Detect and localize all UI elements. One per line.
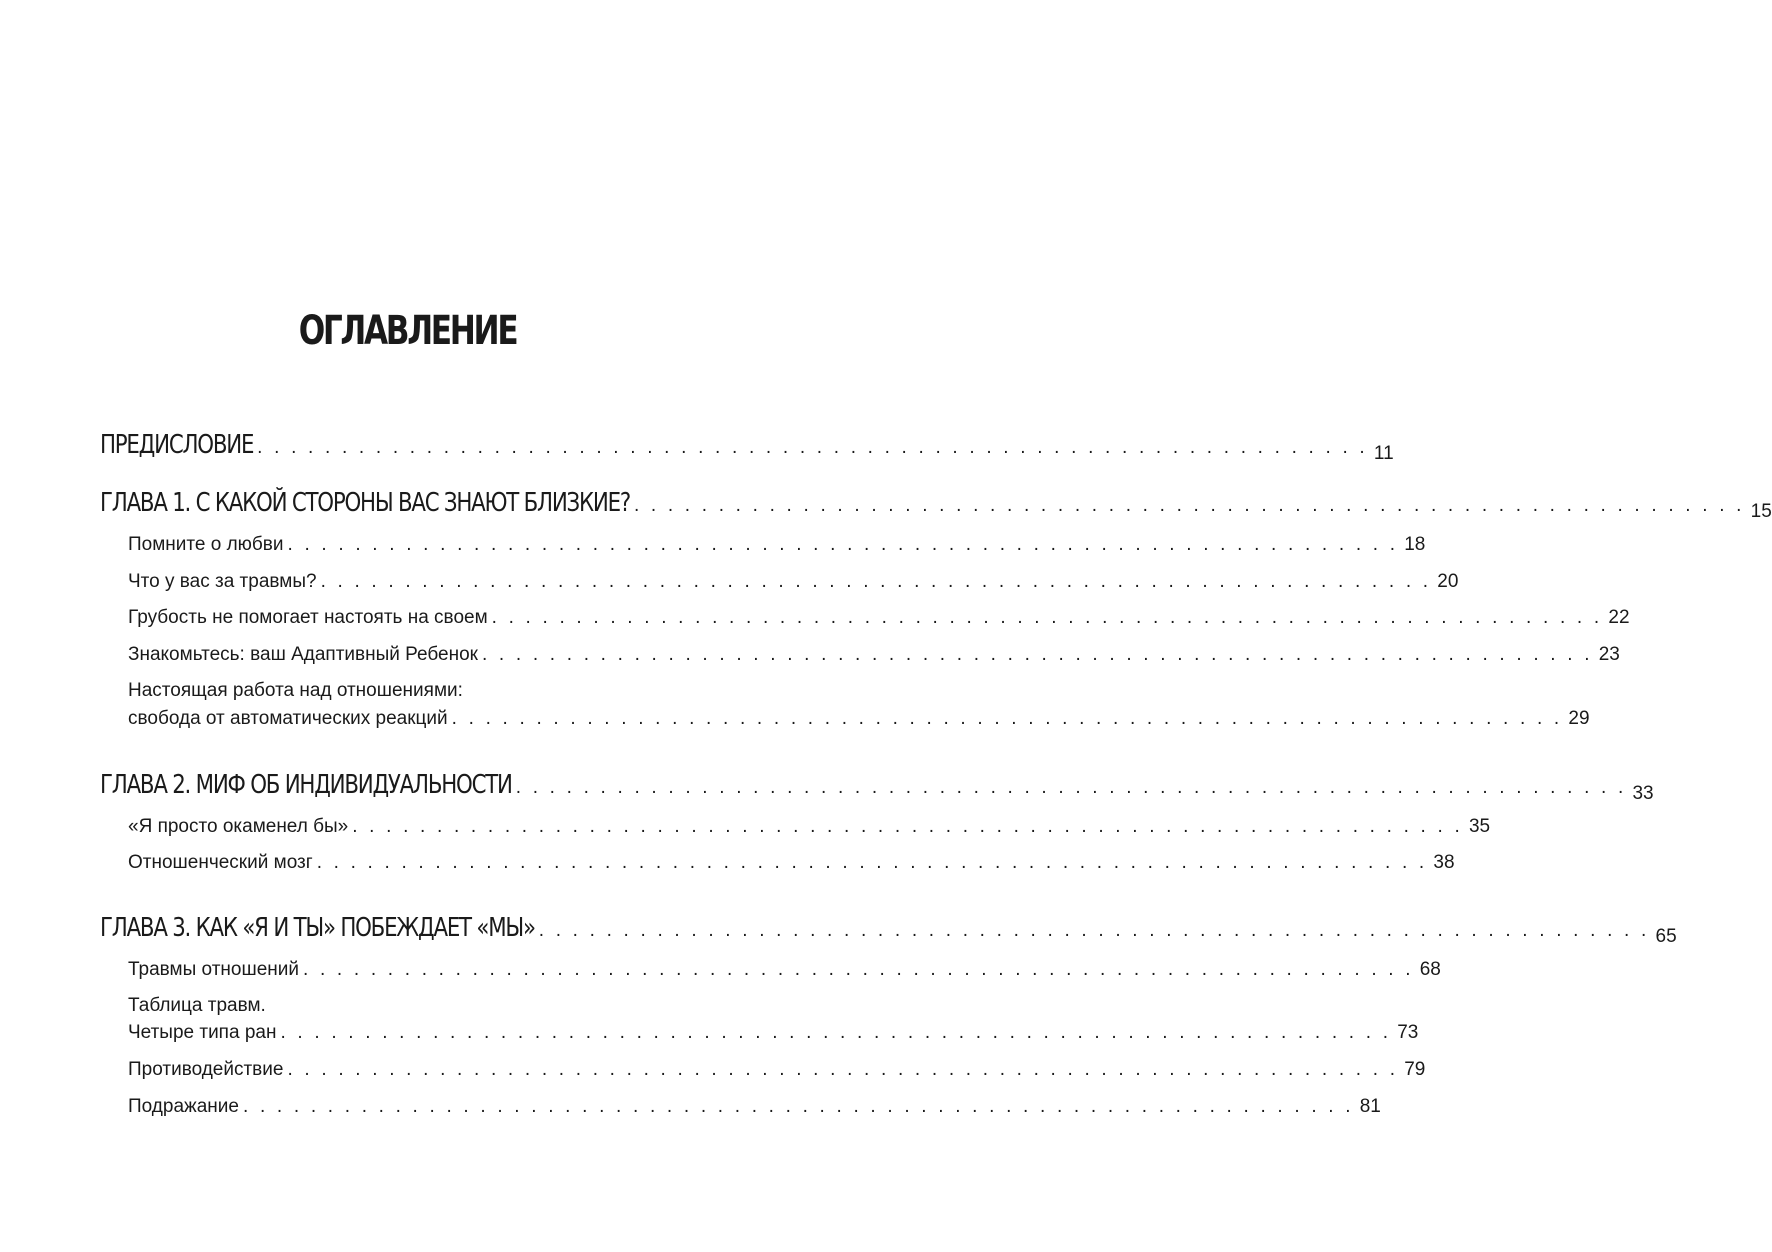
toc-entry-label: Травмы отношений	[128, 959, 299, 980]
page-title: ОГЛАВЛЕНИЕ	[298, 308, 517, 354]
toc-entry-chapter-3[interactable]	[100, 913, 1677, 947]
toc-page-number: 11	[1373, 443, 1394, 464]
toc-entry-label: свобода от автоматических реакций	[128, 708, 448, 729]
toc-page-number: 20	[1437, 571, 1459, 592]
toc-page-number: 18	[1404, 534, 1426, 555]
toc-subentry[interactable]	[128, 644, 1620, 666]
dot-leader: . . . . . . . . . . . . . . . . . . . . . . . . . . . . . . . . . . . . . . . . . . . . . . . . . . . . . . . . . . . . . . . . . .	[352, 816, 1463, 837]
dot-leader: . . . . . . . . . . . . . . . . . . . . . . . . . . . . . . . . . . . . . . . . . . . . . . . . . . . . . . . . . . . . . . . . . .	[320, 571, 1432, 592]
toc-subentry[interactable]	[128, 959, 1441, 981]
toc-page-number: 73	[1397, 1022, 1419, 1043]
toc-entry-label: Помните о любви	[128, 534, 284, 555]
toc-subentry-first-line: Таблица травм.	[128, 995, 266, 1016]
dot-leader: . . . . . . . . . . . . . . . . . . . . . . . . . . . . . . . . . . . . . . . . . . . . . . . . . . . . . . . . . . . . . . . . . .	[242, 1096, 1354, 1117]
dot-leader: . . . . . . . . . . . . . . . . . . . . . . . . . . . . . . . . . . . . . . . . . . . . . . . . . . . . . . . . . . . . . . . . . .	[515, 777, 1627, 798]
toc-subentry[interactable]	[128, 571, 1459, 593]
toc-subentry[interactable]	[128, 816, 1491, 838]
dot-leader: . . . . . . . . . . . . . . . . . . . . . . . . . . . . . . . . . . . . . . . . . . . . . . . . . . . . . . . . . . . . . . . . . .	[287, 534, 1399, 555]
toc-subentry[interactable]	[128, 1096, 1381, 1118]
toc-entry-label: ГЛАВА 2. МИФ ОБ ИНДИВИДУАЛЬНОСТИ	[100, 770, 512, 800]
toc-page-number: 38	[1433, 852, 1455, 873]
toc-subentry[interactable]	[128, 534, 1426, 556]
toc-entry-chapter-1[interactable]	[100, 488, 1772, 522]
toc-entry-preface[interactable]	[100, 430, 1394, 464]
dot-leader: . . . . . . . . . . . . . . . . . . . . . . . . . . . . . . . . . . . . . . . . . . . . . . . . . . . . . . . . . . . . . . . . . .	[451, 708, 1563, 729]
toc-page-number: 79	[1404, 1059, 1426, 1080]
dot-leader: . . . . . . . . . . . . . . . . . . . . . . . . . . . . . . . . . . . . . . . . . . . . . . . . . . . . . . . . . . . . . . . . . .	[257, 437, 1368, 458]
toc-entry-label: ГЛАВА 3. КАК «Я И ТЫ» ПОБЕЖДАЕТ «МЫ»	[100, 913, 535, 943]
toc-subentry[interactable]	[128, 1022, 1419, 1044]
toc-page-number: 15	[1750, 501, 1772, 522]
dot-leader: . . . . . . . . . . . . . . . . . . . . . . . . . . . . . . . . . . . . . . . . . . . . . . . . . . . . . . . . . . . . . . . . . .	[287, 1059, 1399, 1080]
toc-entry-label: ПРЕДИСЛОВИЕ	[100, 430, 254, 460]
toc-subentry-first-line: Настоящая работа над отношениями:	[128, 680, 463, 701]
toc-subentry[interactable]	[128, 852, 1455, 874]
toc-subentry[interactable]	[128, 607, 1630, 629]
toc-subentry[interactable]	[128, 1059, 1426, 1081]
toc-page-number: 33	[1632, 783, 1654, 804]
toc-page-number: 81	[1359, 1096, 1381, 1117]
toc-entry-label: Грубость не помогает настоять на своем	[128, 607, 488, 628]
toc-page-number: 35	[1468, 816, 1491, 837]
dot-leader: . . . . . . . . . . . . . . . . . . . . . . . . . . . . . . . . . . . . . . . . . . . . . . . . . . . . . . . . . . . . . . . . . .	[316, 852, 1428, 873]
toc-entry-label: Знакомьтесь: ваш Адаптивный Ребенок	[128, 644, 478, 665]
toc-subentry[interactable]	[128, 708, 1590, 730]
toc-entry-label: «Я просто окаменел бы»	[128, 816, 349, 837]
toc-entry-label: Четыре типа ран	[128, 1022, 277, 1043]
toc-entry-label: Противодействие	[128, 1059, 284, 1080]
toc-entry-chapter-2[interactable]	[100, 770, 1654, 804]
dot-leader: . . . . . . . . . . . . . . . . . . . . . . . . . . . . . . . . . . . . . . . . . . . . . . . . . . . . . . . . . . . . . . . . . .	[633, 495, 1745, 516]
dot-leader: . . . . . . . . . . . . . . . . . . . . . . . . . . . . . . . . . . . . . . . . . . . . . . . . . . . . . . . . . . . . . . . . . .	[538, 920, 1650, 941]
toc-page-number: 68	[1419, 959, 1441, 980]
toc-entry-label: Подражание	[128, 1096, 239, 1117]
toc-entry-label: Что у вас за травмы?	[128, 571, 317, 592]
dot-leader: . . . . . . . . . . . . . . . . . . . . . . . . . . . . . . . . . . . . . . . . . . . . . . . . . . . . . . . . . . . . . . . . . .	[303, 959, 1414, 980]
toc-entry-label: Отношенческий мозг	[128, 852, 313, 873]
toc-page-number: 22	[1608, 607, 1630, 628]
dot-leader: . . . . . . . . . . . . . . . . . . . . . . . . . . . . . . . . . . . . . . . . . . . . . . . . . . . . . . . . . . . . . . . . . .	[481, 644, 1593, 665]
toc-page-number: 29	[1568, 708, 1590, 729]
dot-leader: . . . . . . . . . . . . . . . . . . . . . . . . . . . . . . . . . . . . . . . . . . . . . . . . . . . . . . . . . . . . . . . . . .	[491, 607, 1603, 628]
toc-page-number: 23	[1598, 644, 1620, 665]
dot-leader: . . . . . . . . . . . . . . . . . . . . . . . . . . . . . . . . . . . . . . . . . . . . . . . . . . . . . . . . . . . . . . . . . .	[280, 1022, 1392, 1043]
toc-entry-label: ГЛАВА 1. С КАКОЙ СТОРОНЫ ВАС ЗНАЮТ БЛИЗКИЕ?	[100, 488, 630, 518]
toc-page-number: 65	[1655, 926, 1677, 947]
